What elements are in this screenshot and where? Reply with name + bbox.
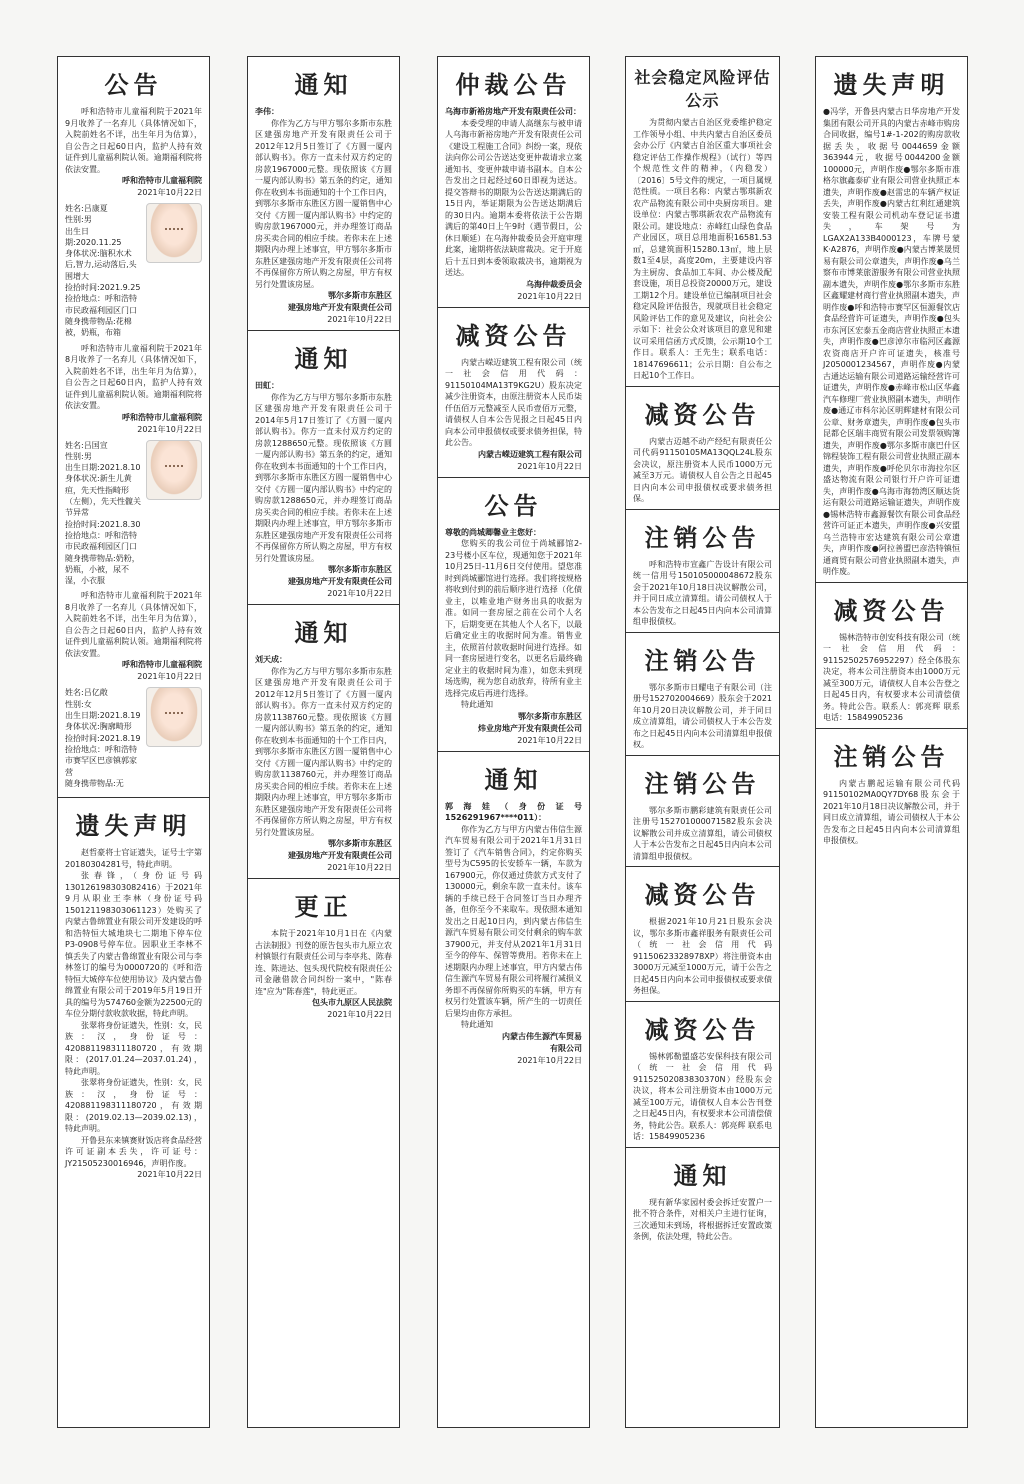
baby-photo	[146, 440, 202, 500]
child-record	[65, 203, 202, 339]
section-title: 遗失声明	[75, 811, 192, 841]
notice-li-wei	[248, 57, 399, 331]
recipient: 田虹：	[255, 381, 279, 390]
signature: 内蒙古伟生源汽车贸易	[502, 1031, 582, 1041]
notice-body: 内蒙古迈越不动产经纪有限责任公司代码91150105MA13QQL24L股东会决议，原注册资本人民币1000万元减至3万元。请债权人自公告之日起45日内向本公司申报债权或要求债务担保。	[633, 436, 772, 503]
child-record	[65, 440, 202, 587]
signature: 鄂尔多斯市东胜区	[328, 291, 392, 300]
notice-liu-tiancheng	[248, 605, 399, 879]
column-1	[57, 56, 210, 1428]
notice-tian-hong	[248, 331, 399, 605]
section-title: 减资公告	[455, 320, 572, 350]
notice-body: 本院于2021年10月1日在《内蒙古法制报》刊登的原告包头市九原立农村镇银行有限责任公司与李亭兆、陈春连、陈进达、包头现代院校有限责任公司金融借款合同纠纷一案中，"陈春连"应为"陈春莲"，特此更正。	[255, 929, 392, 996]
correction-notice	[248, 879, 399, 1025]
signature: 建强房地产开发有限责任公司	[288, 303, 392, 312]
date: 2021年10月22日	[137, 1170, 202, 1180]
notice-body: 你作为乙方与甲方鄂尔多斯市东胜区建强房地产开发有限责任公司于2012年12月5日签订了《方圆一厦内部认购书》。你方一直未付双方约定的房款1138760元整。现依照该《方圆一厦内部认购书》第五条的约定，通知你在收到本书面通知的十个工作日内，到鄂尔多斯市东胜区方圆一厦销售中心交付《方圆一厦内部认购书》中约定的购房款1138760元，并办理签订商品房买卖合同的相应手续。若你未在上述期限内办理上述事宜，甲方鄂尔多斯市东胜区建强房地产开发有限责任公司将不再保留你方所认购之房屋，甲方有权另行处置该房屋。	[255, 666, 392, 837]
section-title: 通知	[673, 1160, 732, 1190]
signature: 鄂尔多斯市东胜区	[328, 839, 392, 848]
notice-body: 呼和浩特市宣鑫广告设计有限公司统一信用号150105000048672股东会于2021年10月18日决议解散公司，并于同日成立清算组。请公司债权人于本公告发布之日起45日内向本公司清算组申报债权。	[633, 559, 772, 626]
signature: 内蒙古嵘迈建筑工程有限公司	[478, 449, 582, 459]
notice-body: 呼和浩特市儿童福利院于2021年8月收养了一名弃儿（具体情况如下，入院前姓名不详，出生年月为估算），自公告之日起60日内，监护人持有效证件到儿童福利院认领。逾期福利院将依法安置。	[65, 591, 202, 658]
section-title: 通知	[294, 618, 353, 647]
section-title: 注销公告	[644, 645, 761, 675]
section-title: 注销公告	[644, 768, 761, 798]
risk-assessment-notice	[626, 57, 779, 387]
date: 2021年10月22日	[517, 1055, 582, 1065]
section-title: 公告	[484, 490, 543, 520]
capital-reduction-notice	[626, 867, 779, 1002]
lost-declarations	[816, 57, 967, 583]
section-title: 仲裁公告	[455, 70, 572, 99]
recipient: 乌海市新裕房地产开发有限责任公司：	[445, 107, 581, 116]
child-record	[65, 687, 202, 789]
notice-body: 特此通知	[461, 700, 493, 709]
lost-declarations	[58, 798, 209, 1185]
notice-body: 鄂尔多斯市日耀电子有限公司（注册号152702004669）股东会于2021年10月20日决议解散公司，并于同日成立清算组，请公司债权人于本公告发布之日起45日内向本公司清算组申报债权。	[633, 682, 772, 749]
date: 2021年10月22日	[517, 291, 582, 301]
signature: 鄂尔多斯市东胜区	[518, 711, 582, 721]
recipient: 尊敬的尚城卿馨业主您好：	[445, 527, 541, 537]
notice-body: 张翠将身份证遗失，性别：女，民族：汉，身份证号：420881198311180720，有效期限：(2019.02.13—2039.02.13)，特此声明。	[65, 1078, 202, 1134]
notice-body: 根据2021年10月21日股东会决议，鄂尔多斯市鑫祥服务有限责任公司（统一社会信用代码91150623328978XP）将注册资本由3000万元减至1000万元，请于公告之日起45日内向本公司申报债权或要求债务担保。	[633, 917, 772, 995]
baby-photo	[146, 203, 202, 263]
section-title: 注销公告	[833, 741, 950, 771]
column-3	[437, 56, 590, 1428]
relocation-notice	[626, 1148, 779, 1247]
notice-body: 开鲁县东来镇赛财饭店将食品经营许可证副本丢失，许可证号：JY21505230016946，声明作废。	[65, 1135, 202, 1168]
child-info: 姓名:吕康夏 性别:男 出生日期:2020.11.25 身体状况:脑积水术后,智力,运动落后,头围增大 捡拾时间:2021.9.25 捡拾地点：呼和浩特市民政福利园区门口 随身携带物品:花棉被，奶瓶，布箱	[65, 204, 141, 338]
deregistration-notice	[626, 633, 779, 756]
notice-body: 您购买的我公司位于尚城郦馆2-23号楼小区车位，现通知您于2021年10月25日-11月6日交付使用。望您准时到尚城郦馆进行选择。我们将按规格将收到付到的前后顺序进行选择（化债业主，以唯业地产财务出具的收据为准。如同一套房屋之前在公司个人名下，后期变更在其他人个人名下，以最后确定业主的收据时间为准。销售业主，依照首付款收据时间进行选择。如同一套房屋进行变名，以更名后最终确定业主的收据时间为准），如您未到现场选购，视为您自动放弃，待所有业主选择完成后再进行选择。	[445, 539, 582, 698]
deregistration-notice	[816, 729, 967, 851]
baby-photo	[146, 687, 202, 747]
date: 2021年10月22日	[517, 461, 582, 471]
notice-body: 为贯彻内蒙古自治区党委维护稳定工作领导小组、中共内蒙古自治区委员会办公厅《内蒙古自治区重大事项社会稳定评估工作操作规程》（试行）等四个规范性文件的精神，（内稳发）〔2016〕5号文件的规定，一项目属规范性质。一项目名称：内蒙古鄂琪新农农产品物流有限公司中央厨房项目。建设单位：内蒙古鄂琪新农农产品物流有限公司。建设地点：赤峰红山绿色食品产业园区，项目总用地面积16581.53㎡，总建筑面积15280.13㎡，地上层数1至4层，高度20m，主要建设内容为主厨房、食品加工车间、办公楼及配套设施，项目总投资20000万元，建设工期12个月。建设单位已编制项目社会稳定风险评估报告，现就项目社会稳定风险评估工作的意见及建议，向社会公示如下：社会公众对该项目的意见和建议可采用信函方式反馈，公示期10个工作日。联系人：王先生；联系电话：18147696611；公示日期：自公布之日起10个工作日。	[633, 118, 772, 380]
recipient: 李伟：	[255, 107, 279, 116]
notice-body: 你作为乙方与甲方鄂尔多斯市东胜区建强房地产开发有限责任公司于2014年5月17日签订了《方圆一厦内部认购书》。你方一直未付双方约定的房款1288650元整。现依照该《方圆一厦内部认购书》第五条的约定，通知你在收到本书面通知的十个工作日内，到鄂尔多斯市东胜区方圆一厦销售中心交付《方圆一厦内部认购书》中约定的购房款1288650元，并办理签订商品房买卖合同的相应手续。若你未在上述期限内办理上述事宜，甲方鄂尔多斯市东胜区建强房地产开发有限责任公司将不再保留你方所认购之房屋，甲方有权另行处置该房屋。	[255, 392, 392, 563]
date: 2021年10月22日	[327, 315, 392, 324]
capital-reduction-notice	[438, 308, 589, 478]
notice-body: 你作为乙方与甲方内蒙古伟信生源汽车贸易有限公司于2021年1月31日签订了《汽车销售合同》，约定你购买型号为C595的长安轿车一辆，车款为167900元，你仅通过贷款方式支付了130000元，剩余车款一直未付。该车辆的手续已经于合同签订当日办理齐备，但你至今不来取车。现依照本通知发出之日起10日内，到内蒙古伟信生源汽车贸易有限公司交付剩余的购车款37900元，并支付从2021年1月31日至今的停车、保管等费用。若你未在上述期限内办理上述事宜，甲方内蒙古伟信生源汽车贸易有限公司将履行减损义务即不再保留你所购买的车辆，甲方有权另行处置该车辆，所产生的一切责任后果均由你方承担。	[445, 824, 582, 1018]
notice-body: 内蒙古鹏起运输有限公司代码91150102MA0QY7DY68股东会于2021年10月18日决议解散公司，并于同日成立清算组，请公司债权人于本公告发布之日起45日内向本公司清算组申报债权。	[823, 778, 960, 845]
date: 2021年10月22日	[137, 424, 202, 434]
capital-reduction-notice	[626, 1002, 779, 1148]
date: 2021年10月22日	[327, 1010, 392, 1019]
signature: 建强房地产开发有限责任公司	[288, 851, 392, 860]
date: 2021年10月22日	[137, 188, 202, 197]
section-title: 遗失声明	[833, 70, 950, 99]
arbitration-notice	[438, 57, 589, 308]
signature: 包头市九原区人民法院	[312, 998, 392, 1007]
notice-body: 内蒙古嵘迈建筑工程有限公司（统一社会信用代码：91150104MA13T9KG2U）股东决定减少注册资本，由原注册资本人民币柒仟伍佰万元整减至人民币壹佰万元整，请债权人自本公告见报之日起45日内向本公司申报债权或要求债务担保，特此公告。	[445, 357, 582, 447]
section-title: 减资公告	[644, 399, 761, 429]
section-title: 通知	[294, 70, 353, 99]
notice-body: 呼和浩特市儿童福利院于2021年8月收养了一名弃儿（具体情况如下，入院前姓名不详，出生年月为估算），自公告之日起60日内，监护人持有效证件到儿童福利院认领。逾期福利院将依法安置。	[65, 343, 202, 411]
section-title: 通知	[484, 764, 543, 794]
capital-reduction-notice	[816, 583, 967, 729]
notice-body: 你作为乙方与甲方鄂尔多斯市东胜区建强房地产开发有限责任公司于2012年12月5日签订了《方圆一厦内部认购书》。你方一直未付双方约定的房款1967000元整。现依照该《方圆一厦内部认购书》第五条的约定，通知你在收到本书面通知的十个工作日内，到鄂尔多斯市东胜区方圆一厦销售中心交付《方圆一厦内部认购书》中约定的购房款1967000元，并办理签订商品房买卖合同的相应手续。若你未在上述期限内办理上述事宜，甲方鄂尔多斯市东胜区建强房地产开发有限责任公司将不再保留你方所认购之房屋，甲方有权另行处置该房屋。	[255, 118, 392, 289]
deregistration-notice	[626, 756, 779, 868]
signature: 呼和浩特市儿童福利院	[122, 176, 202, 185]
signature: 呼和浩特市儿童福利院	[122, 660, 202, 670]
notice-body: 赵哲豪将士官证遗失，证号士字第20180304281号，特此声明。	[65, 848, 202, 869]
column-5	[815, 56, 968, 1428]
notice-body: 鄂尔多斯市鹏彩建筑有限责任公司注册号152701000071582股东会决议解散公司并成立清算组，请公司债权人于本公告发布之日起45日内向本公司清算组申报债权。	[633, 805, 772, 861]
signature: 呼和浩特市儿童福利院	[122, 412, 202, 422]
notice-body: 特此通知	[461, 1020, 493, 1029]
notice-body: 张春锋，（身份证号码130126198303082416）于2021年9月从职业王李林（身份证号码150121198303061123）处购买了内蒙古鲁绵置业有限公司开发建设的呼和浩特恒大城地块七二期地下停车位P3-0908号停车位。因职业王李林不慎丢失了内蒙古鲁绵置业有限公司与李林签订的编号为0000720的《呼和浩特恒大城停车位使用协议》及内蒙古鲁绵置业有限公司于2019年5月19日开具的编号为574760金额为22500元的车位分期付款收款收据，特此声明。	[65, 871, 202, 1019]
signature: 有限公司	[550, 1043, 582, 1053]
notice-body: 锡林浩特市创安科技有限公司（统一社会信用代码：91152502576952297）经全体股东决定，将本公司注册资本由1000万元减至300万元，请债权人自本公告登之日起45日内，有权要求本公司清偿债务。特此公告。联系人：郭亮辉 联系电话：15849905236	[823, 632, 960, 722]
deregistration-notice	[626, 510, 779, 633]
recipient: 刘天成：	[255, 655, 287, 664]
date: 2021年10月22日	[517, 735, 582, 745]
date: 2021年10月22日	[137, 672, 202, 682]
column-2	[247, 56, 400, 1428]
recipient: 郭海娃（身份证号1526291967****011）：	[445, 801, 582, 822]
child-info: 姓名:吕亿敞 性别:女 出生日期:2021.8.19 身体状况:胸廓畸形 捡拾时间:2021.8.19 捡拾地点：呼和浩特市赛罕区巴彦镇郭家营 随身携带物品:无	[65, 688, 141, 788]
column-4	[625, 56, 780, 1428]
section-title: 公告	[104, 70, 163, 99]
notice-body: 本委受理的申请人高继东与被申请人乌海市新裕房地产开发有限责任公司《建设工程施工合同》纠纷一案，现依法向你公司公告送达变更仲裁请求立案通知书、变更仲裁申请书副本。自本公告发出之日起经过60日即视为送达。提交答辩书的期限为公告送达期满后的15日内，举证期限为公告送达期满后的30日内。逾期本委将依法于公告期满后的第40日上午9时（遇节假日，公休日顺延）在乌海仲裁委员会开庭审理此案，逾期将依法缺席裁决。定于开庭后十五日到本委领取裁决书，逾期视为送达。	[445, 118, 582, 277]
notice-body: 锡林郭勒盟盛芯安保科技有限公司（统一社会信用代码91152502083830370N）经股东会决议，将本公司注册资本由1000万元减至100万元，请债权人自本公告刊登之日起45日内，有权要求本公司清偿债务，特此公告。联系人：郭亮辉 联系电话：15849905236	[633, 1051, 772, 1141]
section-title: 减资公告	[644, 1014, 761, 1044]
section-title: 注销公告	[644, 522, 761, 552]
signature: 鄂尔多斯市东胜区	[328, 565, 392, 574]
section-title: 更正	[294, 892, 353, 921]
section-title: 通知	[294, 344, 353, 373]
signature: 乌海仲裁委员会	[526, 279, 582, 289]
parking-notice	[438, 478, 589, 752]
section-title: 减资公告	[644, 880, 761, 909]
car-notice	[438, 752, 589, 1071]
notice-orphanage	[58, 57, 209, 798]
signature: 炜业房地产开发有限责任公司	[478, 723, 582, 733]
date: 2021年10月22日	[327, 863, 392, 872]
notice-body: 呼和浩特市儿童福利院于2021年9月收养了一名弃儿（具体情况如下，入院前姓名不详，出生年月为估算），自公告之日起60日内，监护人持有效证件到儿童福利院认领。逾期福利院将依法安置。	[65, 107, 202, 174]
date: 2021年10月22日	[327, 589, 392, 598]
notice-body: ●冯学，开鲁县内蒙古日华房地产开发集团有限公司开具的内蒙古赤峰市购房合同收据，编号1#-1-202的购房款收据丢失，收据号0044659金额363944元，收据号0044200金额100000元，声明作废●鄂尔多斯市准格尔旗鑫泰矿业有限公司营业执照正本遗失，声明作废●赵雷忠的车辆产权证丢失，声明作废●内蒙古红利红通建筑安装工程有限公司机动车登记证书遗失，车架号为LGAX2A133B4000123，车牌号蒙K·A2876，声明作废●内蒙古博莱晟贸易有限公司公章遗失，声明作废●乌兰察布市博莱旅游服务有限公司营业执照副本遗失，声明作废●鄂尔多斯市东胜区鑫耀建材商行营业执照副本遗失，声明作废●呼和浩特市赛罕区恒源餐饮店食品经营许可证遗失，声明作废●包头市东河区宏泰五金商店营业执照正本遗失，声明作废●巴彦淖尔市临河区鑫源农资商店开户许可证遗失，核准号J2050001234567，声明作废●内蒙古通达运输有限公司道路运输经营许可证遗失，声明作废●赤峰市松山区华鑫汽车修理厂营业执照副本遗失，声明作废●通辽市科尔沁区明辉建材有限公司公章、财务章遗失，声明作废●包头市昆都仑区瑞丰商贸有限公司发票领购簿遗失，声明作废●鄂尔多斯市康巴什区锦程装饰工程有限公司营业执照正副本遗失，声明作废●呼伦贝尔市海拉尔区盛达物流有限公司银行开户许可证遗失，声明作废●乌海市海勃湾区顺达货运有限公司道路运输证遗失，声明作废●锡林浩特市鑫源餐饮有限公司食品经营许可证正本遗失，声明作废●兴安盟乌兰浩特市宏达建筑有限公司公章遗失，声明作废●阿拉善盟巴彦浩特镇恒通商贸有限公司营业执照副本遗失，声明作废。	[823, 107, 960, 576]
signature: 建强房地产开发有限责任公司	[288, 577, 392, 586]
section-title: 社会稳定风险评估公示	[634, 68, 771, 110]
notice-body: 现有新华家园村委会拆迁安置户一批不符合条件，对相关户主进行征询，三次通知未到场，将根据拆迁安置政策条例，依法处理，特此公告。	[633, 1197, 772, 1241]
child-info: 姓名:吕国宣 性别:男 出生日期:2021.8.10 身体状况:新生儿黄疸，先天性指畸形（左侧），先天性髋关节异常 捡拾时间:2021.8.30 捡拾地点：呼和浩特市民政福利园区门口 随身携带物品:奶粉，奶瓶，小被，尿不湿，小衣服	[65, 440, 141, 586]
notice-body: 张翠将身份证遗失，性别：女，民族：汉，身份证号：420881198311180720，有效期限：(2017.01.24—2037.01.24)，特此声明。	[65, 1020, 202, 1076]
capital-reduction-notice	[626, 387, 779, 510]
section-title: 减资公告	[833, 595, 950, 625]
